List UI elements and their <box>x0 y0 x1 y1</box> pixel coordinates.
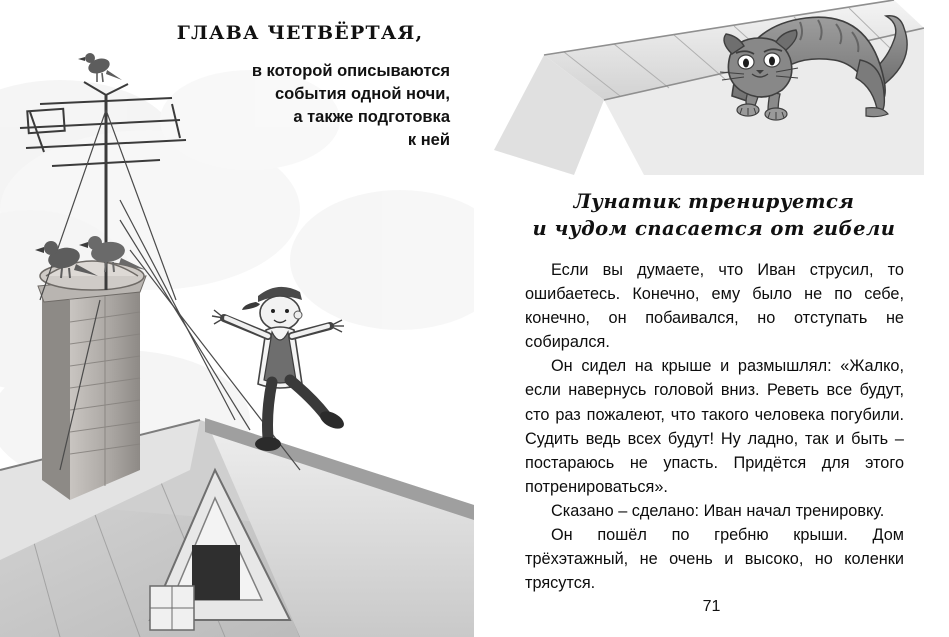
page-number-container <box>474 598 949 616</box>
chapter-heading <box>150 22 450 152</box>
left-page <box>0 0 474 637</box>
chapter-subtitle-line: в которой описываются <box>251 62 450 80</box>
chapter-title: ГЛАВА ЧЕТВЁРТАЯ, <box>176 22 424 44</box>
chapter-subtitle-line: к ней <box>407 131 450 149</box>
story-title-line: и чудом спасается от гибели <box>532 217 896 240</box>
chapter-subtitle-line: а также подготовка <box>293 108 450 126</box>
story-paragraph: Сказано – сделано: Иван начал тренировку. <box>551 501 885 520</box>
page-number: 71 <box>702 598 721 615</box>
story-paragraph: Он сидел на крыше и размышлял: «Жалко, если навернусь головой вниз. Реветь все будут, сто раз пожалеют, что такого человека погубили. Судить ведь всех будут! Ну ладно, так и быть – постараюсь не упасть. Придётся для этого потренироваться». <box>525 357 904 496</box>
chapter-subtitle <box>150 60 450 152</box>
story-paragraph: Если вы думаете, что Иван струсил, то ошибаетесь. Конечно, ему было не по себе, конечно, он побаивался, но отступать не собирался. <box>525 261 904 352</box>
story-title <box>514 188 914 242</box>
story-title-line: Лунатик тренируется <box>573 190 855 213</box>
cat-illustration <box>494 0 924 175</box>
chapter-subtitle-line: события одной ночи, <box>274 85 450 103</box>
right-page <box>474 0 949 637</box>
story-body <box>525 258 904 595</box>
story-paragraph: Он пошёл по гребню крыши. Дом трёхэтажный, не очень и высоко, но коленки трясутся. <box>525 526 904 593</box>
bird-top <box>78 53 122 82</box>
